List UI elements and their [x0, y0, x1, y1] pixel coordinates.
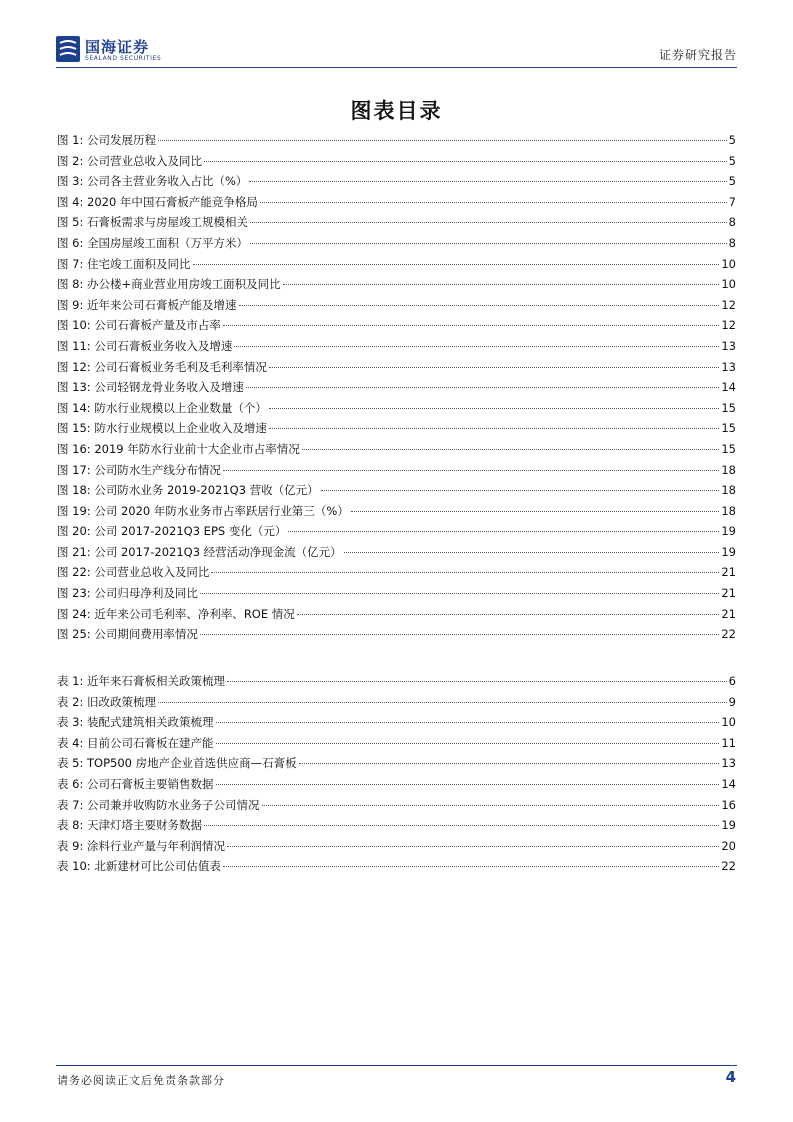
- table-entry-page: 13: [721, 756, 736, 771]
- figure-entry[interactable]: [57, 153, 736, 174]
- figure-entry-label: 图 2: 公司营业总收入及同比: [57, 153, 203, 168]
- figure-entry-page: 22: [721, 627, 736, 642]
- table-entry-page: 14: [721, 776, 736, 791]
- dot-leader: [299, 763, 720, 764]
- page-number: 4: [725, 1068, 736, 1086]
- figure-entry-label: 图 24: 近年来公司毛利率、净利率、ROE 情况: [57, 606, 295, 621]
- table-index-list: [57, 673, 736, 879]
- figure-entry-page: 10: [721, 256, 736, 271]
- figure-entry-page: 5: [728, 174, 736, 189]
- figure-entry-label: 图 16: 2019 年防水行业前十大企业市占率情况: [57, 441, 300, 456]
- table-entry-label: 表 3: 装配式建筑相关政策梳理: [57, 715, 214, 730]
- dot-leader: [158, 140, 727, 141]
- figure-entry-label: 图 13: 公司轻钢龙骨业务收入及增速: [57, 380, 244, 395]
- figure-entry-page: 18: [721, 483, 736, 498]
- figure-entry[interactable]: [57, 276, 736, 297]
- figure-entry-label: 图 19: 公司 2020 年防水业务市占率跃居行业第三（%）: [57, 503, 349, 518]
- figure-entry-label: 图 3: 公司各主营业务收入占比（%）: [57, 174, 248, 189]
- dot-leader: [283, 284, 720, 285]
- figure-entry[interactable]: [57, 194, 736, 215]
- dot-leader: [216, 722, 720, 723]
- table-entry-page: 19: [721, 818, 736, 833]
- dot-leader: [200, 593, 720, 594]
- figure-entry[interactable]: [57, 235, 736, 256]
- table-entry[interactable]: [57, 755, 736, 776]
- figure-entry-page: 10: [721, 277, 736, 292]
- figure-entry[interactable]: [57, 462, 736, 483]
- dot-leader: [249, 181, 726, 182]
- dot-leader: [250, 243, 727, 244]
- table-entry-label: 表 8: 天津灯塔主要财务数据: [57, 818, 203, 833]
- figure-entry-page: 8: [728, 215, 736, 230]
- figure-entry-label: 图 11: 公司石膏板业务收入及增速: [57, 338, 233, 353]
- dot-leader: [216, 784, 720, 785]
- table-entry[interactable]: [57, 797, 736, 818]
- table-entry-page: 10: [721, 715, 736, 730]
- figure-entry-page: 13: [721, 359, 736, 374]
- figure-entry[interactable]: [57, 441, 736, 462]
- dot-leader: [223, 325, 720, 326]
- dot-leader: [211, 572, 719, 573]
- figure-entry-label: 图 7: 住宅竣工面积及同比: [57, 256, 191, 271]
- figure-entry-page: 19: [721, 544, 736, 559]
- figure-entry-label: 图 8: 办公楼+商业营业用房竣工面积及同比: [57, 277, 281, 292]
- figure-entry[interactable]: [57, 482, 736, 503]
- figure-entry-page: 13: [721, 338, 736, 353]
- figure-entry[interactable]: [57, 523, 736, 544]
- dot-leader: [246, 387, 720, 388]
- report-type-label: 证券研究报告: [658, 48, 737, 62]
- dot-leader: [250, 222, 727, 223]
- dot-leader: [262, 805, 720, 806]
- figure-entry[interactable]: [57, 606, 736, 627]
- dot-leader: [269, 367, 720, 368]
- figure-entry-page: 18: [721, 503, 736, 518]
- table-entry-page: 6: [728, 674, 736, 688]
- figure-entry-label: 图 1: 公司发展历程: [57, 133, 157, 147]
- page-title: 图表目录: [350, 99, 443, 123]
- figure-entry-page: 5: [728, 133, 736, 147]
- table-entry[interactable]: [57, 673, 736, 694]
- figure-entry[interactable]: [57, 585, 736, 606]
- dot-leader: [204, 825, 719, 826]
- figure-entry-label: 图 21: 公司 2017-2021Q3 经营活动净现金流（亿元）: [57, 544, 342, 559]
- table-entry-page: 16: [721, 797, 736, 812]
- figure-entry[interactable]: [57, 626, 736, 647]
- figure-entry-label: 图 4: 2020 年中国石膏板产能竞争格局: [57, 194, 258, 209]
- table-entry-page: 11: [721, 735, 736, 750]
- table-entry[interactable]: [57, 735, 736, 756]
- figure-entry[interactable]: [57, 132, 736, 153]
- dot-leader: [227, 846, 719, 847]
- figure-entry-page: 7: [728, 194, 736, 209]
- dot-leader: [344, 552, 720, 553]
- table-entry[interactable]: [57, 714, 736, 735]
- logo-chinese-name: 国海证券: [85, 38, 150, 56]
- figure-entry-label: 图 6: 全国房屋竣工面积（万平方米）: [57, 235, 249, 250]
- figure-entry[interactable]: [57, 338, 736, 359]
- dot-leader: [269, 408, 720, 409]
- figure-entry-page: 15: [721, 421, 736, 436]
- figure-entry-page: 19: [721, 524, 736, 539]
- dot-leader: [239, 305, 720, 306]
- table-entry-label: 表 5: TOP500 房地产企业首选供应商—石膏板: [57, 756, 297, 771]
- dot-leader: [193, 264, 720, 265]
- figure-entry-page: 15: [721, 400, 736, 415]
- table-entry-label: 表 10: 北新建材可比公司估值表: [57, 859, 221, 874]
- figure-entry[interactable]: [57, 297, 736, 318]
- dot-leader: [227, 681, 727, 682]
- figure-entry-page: 18: [721, 462, 736, 477]
- figure-entry-page: 21: [721, 586, 736, 601]
- dot-leader: [158, 702, 727, 703]
- figure-entry-page: 8: [728, 235, 736, 250]
- figure-entry[interactable]: [57, 317, 736, 338]
- figure-entry-label: 图 25: 公司期间费用率情况: [57, 627, 198, 642]
- figure-entry-page: 21: [721, 565, 736, 580]
- figure-entry-label: 图 18: 公司防水业务 2019-2021Q3 营收（亿元）: [57, 483, 319, 498]
- page-header: [56, 34, 737, 66]
- table-entry-label: 表 2: 旧改政策梳理: [57, 694, 157, 709]
- dot-leader: [200, 634, 720, 635]
- figure-entry[interactable]: [57, 379, 736, 400]
- table-entry-label: 表 7: 公司兼并收购防水业务子公司情况: [57, 797, 260, 812]
- figure-entry-page: 14: [721, 380, 736, 395]
- disclaimer-note: 请务必阅读正文后免责条款部分: [57, 1074, 225, 1087]
- figure-index-list: [57, 132, 736, 647]
- table-entry-label: 表 9: 涂料行业产量与年利润情况: [57, 838, 226, 853]
- figure-entry-label: 图 20: 公司 2017-2021Q3 EPS 变化（元）: [57, 524, 287, 539]
- figure-entry-label: 图 22: 公司营业总收入及同比: [57, 565, 210, 580]
- table-entry-page: 22: [721, 859, 736, 874]
- dot-leader: [260, 202, 727, 203]
- figure-entry[interactable]: [57, 564, 736, 585]
- dot-leader: [269, 428, 720, 429]
- figure-entry-label: 图 23: 公司归母净利及同比: [57, 586, 198, 601]
- table-entry[interactable]: [57, 694, 736, 715]
- dot-leader: [302, 449, 720, 450]
- table-entry-label: 表 4: 目前公司石膏板在建产能: [57, 735, 214, 750]
- table-entry-label: 表 6: 公司石膏板主要销售数据: [57, 776, 214, 791]
- dot-leader: [351, 511, 720, 512]
- dot-leader: [223, 470, 720, 471]
- figure-entry[interactable]: [57, 173, 736, 194]
- dot-leader: [216, 743, 720, 744]
- figure-entry-page: 15: [721, 441, 736, 456]
- figure-entry[interactable]: [57, 420, 736, 441]
- table-entry-label: 表 1: 近年来石膏板相关政策梳理: [57, 674, 226, 688]
- dot-leader: [288, 531, 719, 532]
- figure-entry[interactable]: [57, 544, 736, 565]
- figure-entry-page: 21: [721, 606, 736, 621]
- header-divider: [56, 67, 737, 68]
- dot-leader: [297, 614, 720, 615]
- figure-entry[interactable]: [57, 214, 736, 235]
- figure-entry[interactable]: [57, 256, 736, 277]
- logo-english-name: SEALAND SECURITIES: [85, 55, 162, 62]
- figure-entry-label: 图 5: 石膏板需求与房屋竣工规模相关: [57, 215, 249, 230]
- figure-entry-page: 5: [728, 153, 736, 168]
- sealand-logo-icon: [56, 36, 80, 62]
- dot-leader: [321, 490, 720, 491]
- figure-entry[interactable]: [57, 503, 736, 524]
- table-entry-page: 9: [728, 694, 736, 709]
- table-entry[interactable]: [57, 776, 736, 797]
- table-entry[interactable]: [57, 838, 736, 859]
- table-entry[interactable]: [57, 858, 736, 879]
- figure-entry-label: 图 10: 公司石膏板产量及市占率: [57, 318, 221, 333]
- footer-divider: [56, 1065, 737, 1066]
- figure-entry-label: 图 17: 公司防水生产线分布情况: [57, 462, 221, 477]
- dot-leader: [223, 866, 720, 867]
- figure-entry[interactable]: [57, 400, 736, 421]
- table-entry-page: 20: [721, 838, 736, 853]
- dot-leader: [204, 161, 727, 162]
- figure-entry-label: 图 14: 防水行业规模以上企业数量（个）: [57, 400, 267, 415]
- dot-leader: [234, 346, 719, 347]
- figure-entry-page: 12: [721, 318, 736, 333]
- table-entry[interactable]: [57, 817, 736, 838]
- figure-entry-page: 12: [721, 297, 736, 312]
- figure-entry-label: 图 15: 防水行业规模以上企业收入及增速: [57, 421, 267, 436]
- figure-entry-label: 图 12: 公司石膏板业务毛利及毛利率情况: [57, 359, 267, 374]
- figure-entry[interactable]: [57, 359, 736, 380]
- figure-entry-label: 图 9: 近年来公司石膏板产能及增速: [57, 297, 237, 312]
